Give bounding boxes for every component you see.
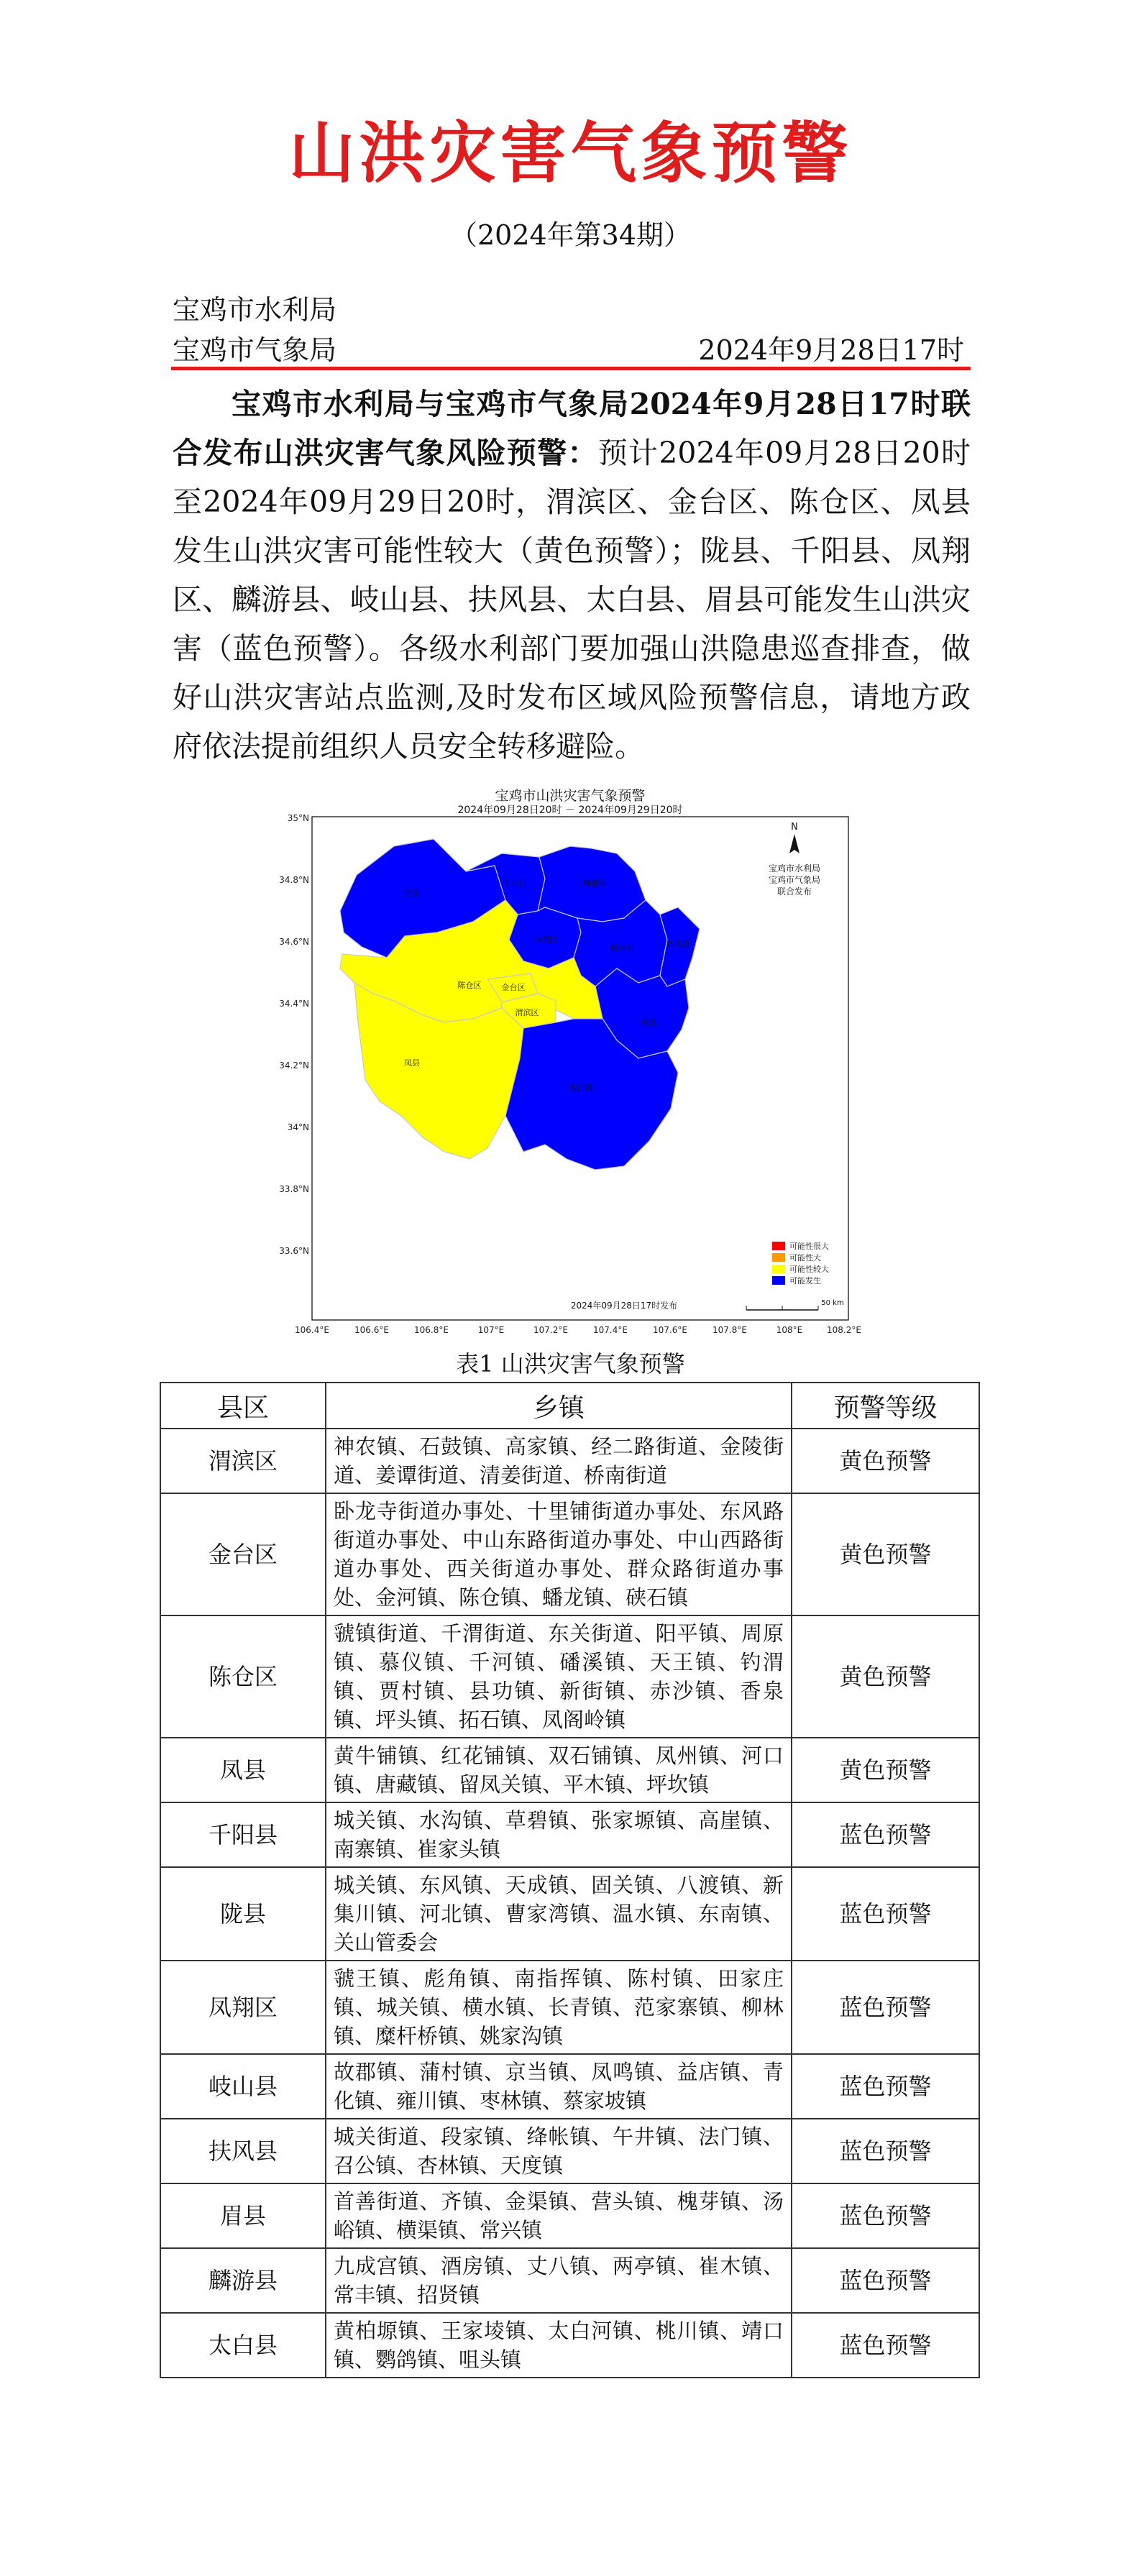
legend-swatch <box>772 1242 785 1250</box>
label-taibai: 太白县 <box>569 1083 593 1093</box>
legend-swatch <box>772 1265 785 1273</box>
cell-towns: 城关镇、水沟镇、草碧镇、张家塬镇、高崖镇、南寨镇、崔家头镇 <box>326 1802 792 1867</box>
lon-tick: 108°E <box>776 1325 803 1335</box>
label-meixian: 眉县 <box>641 1019 657 1028</box>
lat-tick: 34°N <box>287 1122 309 1132</box>
issue-number: （2024年第34期） <box>449 219 692 251</box>
cell-level: 黄色预警 <box>792 1493 979 1615</box>
label-qishan: 岐山县 <box>610 943 635 953</box>
map-release-time: 2024年09月28日17时发布 <box>570 1301 678 1311</box>
label-longxian: 陇县 <box>404 889 420 899</box>
cell-county: 扶风县 <box>160 2119 326 2183</box>
table-row <box>160 2248 979 2313</box>
cell-towns: 故郡镇、蒲村镇、京当镇、凤鸣镇、益店镇、青化镇、雍川镇、枣林镇、蔡家坡镇 <box>326 2054 792 2119</box>
cell-towns: 虢镇街道、千渭街道、东关街道、阳平镇、周原镇、慕仪镇、千河镇、磻溪镇、天王镇、钓渭镇、贾村镇、县功镇、新街镇、赤沙镇、香泉镇、坪头镇、拓石镇、凤阁岭镇 <box>326 1615 792 1738</box>
lon-tick: 107.6°E <box>653 1325 687 1335</box>
legend-swatch <box>772 1276 785 1285</box>
table-header-row <box>160 1383 979 1429</box>
issuer-water-bureau: 宝鸡市水利局 <box>173 294 337 326</box>
cell-level: 黄色预警 <box>792 1738 979 1802</box>
map-subtitle: 2024年09月28日20时 － 2024年09月29日20时 <box>457 805 683 816</box>
cell-level: 蓝色预警 <box>792 1961 979 2054</box>
cell-county: 千阳县 <box>160 1802 326 1867</box>
lat-tick: 35°N <box>287 813 309 823</box>
table-row <box>160 1802 979 1867</box>
legend-label: 可能性很大 <box>789 1242 829 1251</box>
issue-date: 2024年9月28日17时 <box>698 334 964 366</box>
cell-towns: 虢王镇、彪角镇、南指挥镇、陈村镇、田家庄镇、城关镇、横水镇、长青镇、范家寨镇、柳林镇、糜杆桥镇、姚家沟镇 <box>326 1961 792 2054</box>
lon-tick: 106.6°E <box>354 1325 389 1335</box>
lat-tick: 34.2°N <box>279 1060 309 1071</box>
map-issuer: 宝鸡市水利局 <box>768 863 821 874</box>
lon-tick: 106.4°E <box>295 1325 329 1335</box>
lon-tick: 108.2°E <box>827 1325 861 1335</box>
cell-county: 太白县 <box>160 2313 326 2378</box>
label-chencang: 陈仓区 <box>457 981 482 990</box>
document-title: 山洪灾害气象预警 <box>288 115 853 192</box>
cell-level: 蓝色预警 <box>792 2313 979 2378</box>
lat-tick: 33.8°N <box>279 1184 309 1194</box>
cell-county: 凤翔区 <box>160 1961 326 2054</box>
cell-level: 蓝色预警 <box>792 1867 979 1961</box>
cell-level: 蓝色预警 <box>792 2183 979 2248</box>
cell-level: 蓝色预警 <box>792 2119 979 2183</box>
cell-county: 眉县 <box>160 2183 326 2248</box>
map-title: 宝鸡市山洪灾害气象预警 <box>495 788 646 804</box>
cell-towns: 首善街道、齐镇、金渠镇、营头镇、槐芽镇、汤峪镇、横渠镇、常兴镇 <box>326 2183 792 2248</box>
table-caption: 表1 山洪灾害气象预警 <box>456 1350 685 1378</box>
cell-county: 岐山县 <box>160 2054 326 2119</box>
legend-label: 可能性较大 <box>789 1265 829 1274</box>
scale-label: 50 km <box>821 1299 844 1307</box>
legend-swatch <box>772 1253 785 1262</box>
lat-tick: 34.4°N <box>279 999 309 1009</box>
cell-towns: 黄柏塬镇、王家堎镇、太白河镇、桃川镇、靖口镇、鹦鸽镇、咀头镇 <box>326 2313 792 2378</box>
lon-tick: 107°E <box>477 1325 505 1335</box>
cell-county: 麟游县 <box>160 2248 326 2313</box>
lon-tick: 107.8°E <box>712 1325 747 1335</box>
table-row <box>160 2054 979 2119</box>
paragraph-lead: 宝鸡市水利局与宝鸡市气象局2024年9月28日17时联合发布山洪灾害气象风险预警： <box>173 387 971 470</box>
cell-towns: 城关街道、段家镇、绛帐镇、午井镇、法门镇、召公镇、杏林镇、天度镇 <box>326 2119 792 2183</box>
label-jintai: 金台区 <box>501 983 526 992</box>
table-row <box>160 1738 979 1802</box>
cell-county: 凤县 <box>160 1738 326 1802</box>
cell-level: 蓝色预警 <box>792 1802 979 1867</box>
north-label: N <box>791 822 798 833</box>
cell-county: 陇县 <box>160 1867 326 1961</box>
table-row <box>160 2313 979 2378</box>
cell-towns: 卧龙寺街道办事处、十里铺街道办事处、东风路街道办事处、中山东路街道办事处、中山西路街道办事处、西关街道办事处、群众路街道办事处、金河镇、陈仓镇、蟠龙镇、硖石镇 <box>326 1493 792 1615</box>
map-svg <box>279 813 861 1353</box>
warning-table <box>160 1382 980 2378</box>
cell-level: 蓝色预警 <box>792 2054 979 2119</box>
legend-label: 可能性大 <box>789 1253 821 1262</box>
cell-level: 蓝色预警 <box>792 2248 979 2313</box>
lat-tick: 33.6°N <box>279 1246 309 1256</box>
cell-level: 黄色预警 <box>792 1615 979 1738</box>
map-issuer: 联合发布 <box>776 886 812 897</box>
table-row <box>160 1961 979 2054</box>
paragraph-text: 预计2024年09月28日20时至2024年09月29日20时，渭滨区、金台区、陈仓区、凤县发生山洪灾害可能性较大（黄色预警）；陇县、千阳县、凤翔区、麟游县、岐山县、扶风县、太白县、眉县可能发生山洪灾害（蓝色预警）。各级水利部门要加强山洪隐患巡查排查，做好山洪灾害站点监测,及时发布区域风险预警信息，请地方政府依法提前组织人员安全转移避险。 <box>173 436 971 764</box>
col-header-level: 预警等级 <box>792 1383 979 1429</box>
label-qianyang: 千阳县 <box>503 879 527 888</box>
cell-towns: 城关镇、东风镇、天成镇、固关镇、八渡镇、新集川镇、河北镇、曹家湾镇、温水镇、东南镇、关山管委会 <box>326 1867 792 1961</box>
red-divider-line <box>171 367 971 370</box>
label-weibin: 渭滨区 <box>515 1008 539 1017</box>
table-row <box>160 1429 979 1493</box>
cell-county: 金台区 <box>160 1493 326 1615</box>
label-fengxian: 凤县 <box>404 1058 420 1068</box>
label-linyou: 麟游县 <box>583 879 608 888</box>
col-header-towns: 乡镇 <box>326 1383 792 1429</box>
warning-paragraph <box>173 380 971 771</box>
table-row <box>160 1615 979 1738</box>
cell-level: 黄色预警 <box>792 1429 979 1493</box>
cell-county: 陈仓区 <box>160 1615 326 1738</box>
cell-towns: 黄牛铺镇、红花铺镇、双石铺镇、凤州镇、河口镇、唐藏镇、留凤关镇、平木镇、坪坎镇 <box>326 1738 792 1802</box>
label-fufeng: 扶风县 <box>666 940 690 949</box>
lat-tick: 34.8°N <box>279 875 309 885</box>
table-row <box>160 1867 979 1961</box>
cell-county: 渭滨区 <box>160 1429 326 1493</box>
table-row <box>160 2119 979 2183</box>
cell-towns: 九成宫镇、酒房镇、丈八镇、两亭镇、崔木镇、常丰镇、招贤镇 <box>326 2248 792 2313</box>
lon-tick: 107.4°E <box>593 1325 628 1335</box>
cell-towns: 神农镇、石鼓镇、高家镇、经二路街道、金陵街道、姜谭街道、清姜街道、桥南街道 <box>326 1429 792 1493</box>
warning-map <box>279 785 861 1339</box>
lon-tick: 106.8°E <box>414 1325 449 1335</box>
lon-tick: 107.2°E <box>533 1325 568 1335</box>
table-row <box>160 1493 979 1615</box>
table-row <box>160 2183 979 2248</box>
label-fengxiang: 凤翔区 <box>534 935 559 944</box>
map-issuer: 宝鸡市气象局 <box>768 875 821 885</box>
col-header-county: 县区 <box>160 1383 326 1429</box>
legend-label: 可能发生 <box>789 1276 821 1285</box>
issuer-meteorological-bureau: 宝鸡市气象局 <box>173 334 337 366</box>
lat-tick: 34.6°N <box>279 937 309 947</box>
